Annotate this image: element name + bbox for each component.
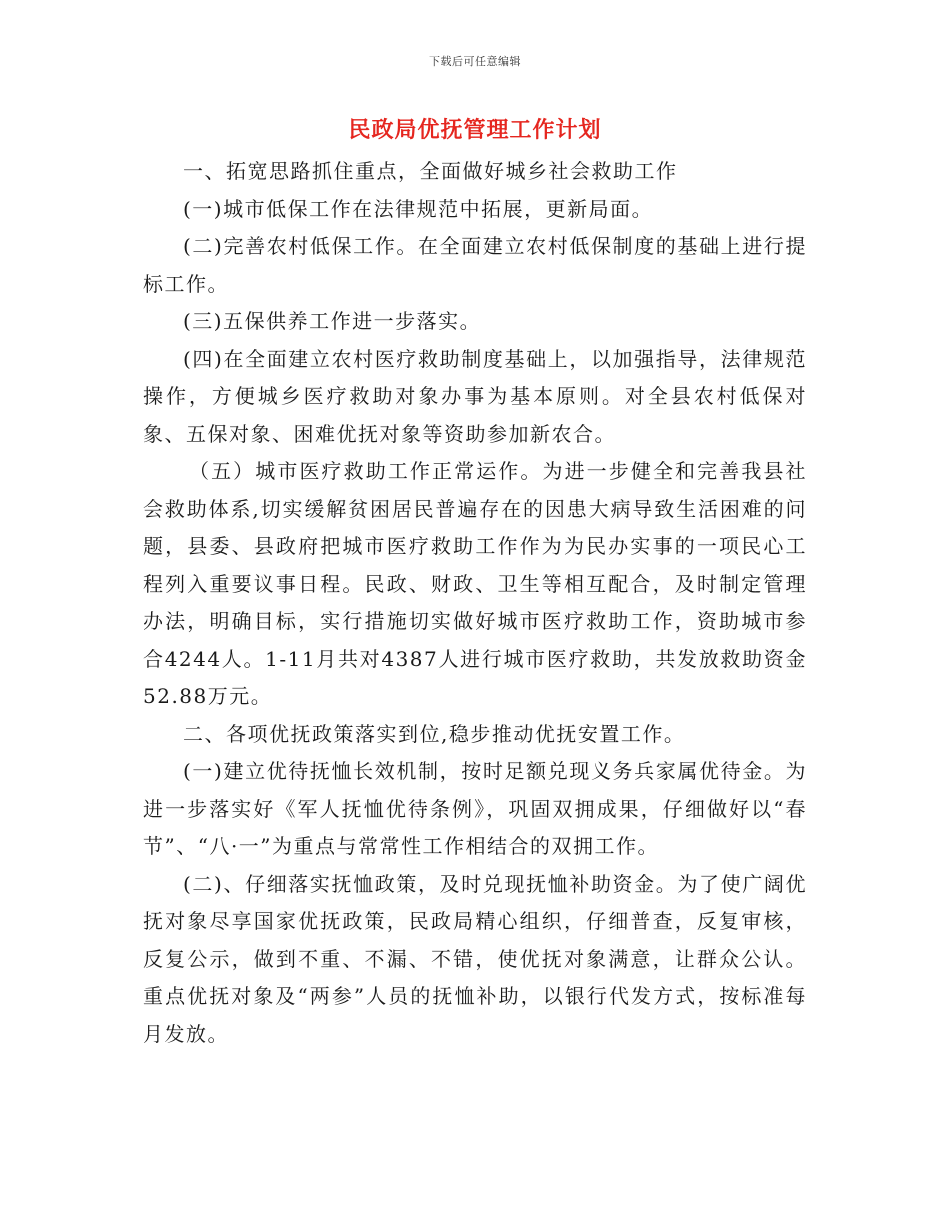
paragraph-1-4: (四)在全面建立农村医疗救助制度基础上，以加强指导，法律规范操作，方便城乡医疗救助对象办事为基本原则。对全县农村低保对象、五保对象、困难优抚对象等资助参加新农合。	[143, 346, 807, 446]
paragraph-2-1: (一)建立优待抚恤长效机制，按时足额兑现义务兵家属优待金。为进一步落实好《军人抚恤优待条例》，巩固双拥成果，仔细做好以“春节”、“八·一”为重点与常常性工作相结合的双拥工作。	[143, 759, 807, 858]
paragraph-1-2: (二)完善农村低保工作。在全面建立农村低保制度的基础上进行提标工作。	[143, 234, 807, 296]
document-body	[143, 153, 807, 1053]
paragraph-1-5: （五）城市医疗救助工作正常运作。为进一步健全和完善我县社会救助体系,切实缓解贫困居民普遍存在的因患大病导致生活困难的问题，县委、县政府把城市医疗救助工作作为为民办实事的一项民心工程列入重要议事日程。民政、财政、卫生等相互配合，及时制定管理办法，明确目标，实行措施切实做好城市医疗救助工作，资助城市参合4244人。1-11月共对4387人进行城市医疗救助，共发放救助资金52.88万元。	[143, 459, 807, 708]
section-heading-1: 一、拓宽思路抓住重点，全面做好城乡社会救助工作	[183, 159, 678, 183]
paragraph-1-3: (三)五保供养工作进一步落实。	[183, 309, 482, 333]
section-heading-2: 二、各项优抚政策落实到位,稳步推动优抚安置工作。	[183, 721, 686, 746]
paragraph-2-2: (二)、仔细落实抚恤政策，及时兑现抚恤补助资金。为了使广阔优抚对象尽享国家优抚政策，民政局精心组织，仔细普查，反复审核，反复公示，做到不重、不漏、不错，使优抚对象满意，让群众公认。重点优抚对象及“两参”人员的抚恤补助，以银行代发方式，按标准每月发放。	[143, 871, 807, 1046]
document-title: 民政局优抚管理工作计划	[348, 117, 602, 143]
paragraph-1-1: (一)城市低保工作在法律规范中拓展，更新局面。	[183, 196, 654, 221]
page-header-note: 下载后可任意编辑	[429, 55, 521, 68]
